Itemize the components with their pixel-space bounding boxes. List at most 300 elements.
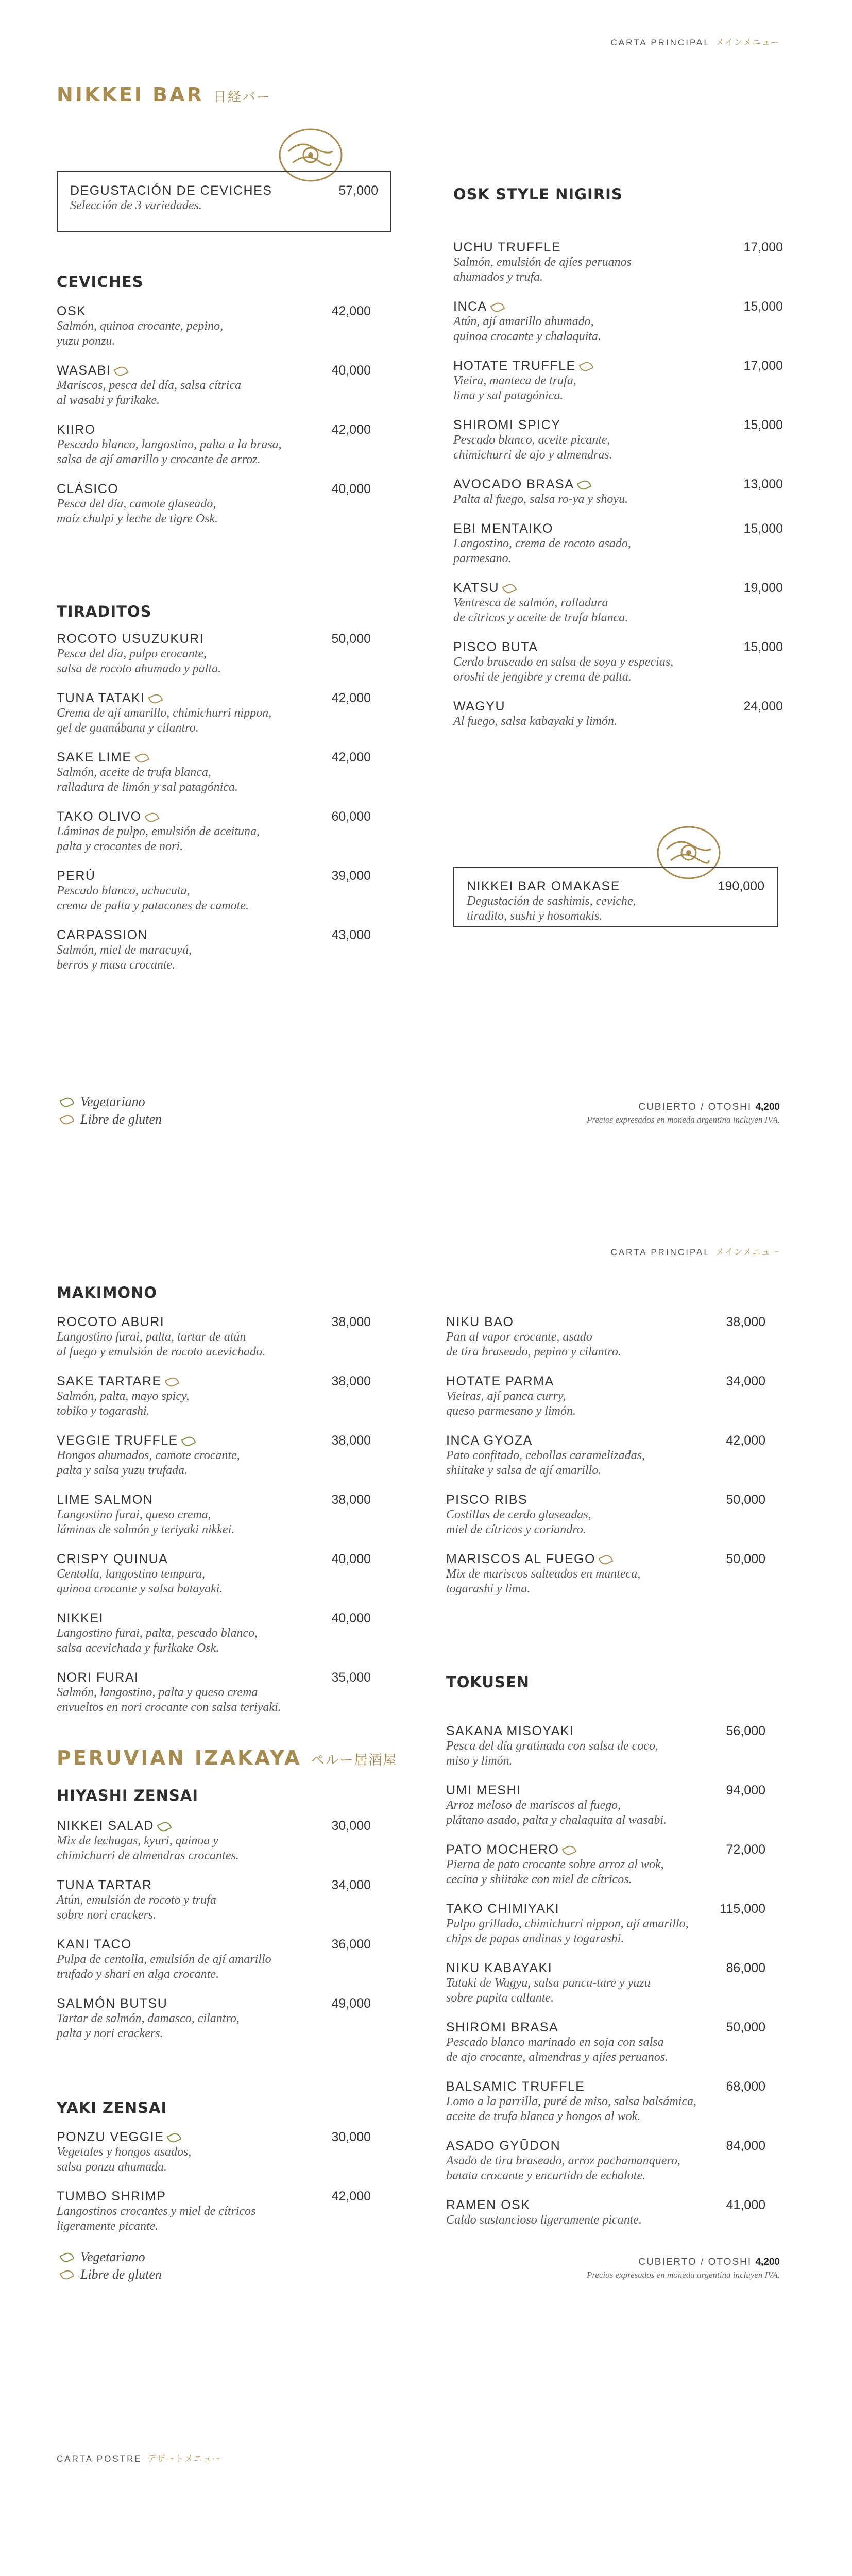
menu-item-name [57, 809, 371, 824]
menu-item-name [57, 1819, 371, 1834]
gluten-free-leaf-icon [490, 301, 505, 314]
section-title-tokusen: TOKUSEN [446, 1673, 530, 1691]
price-note: Precios expresados en moneda argentina incluyen IVA. [587, 1115, 780, 1125]
menu-item-price: 13,000 [743, 477, 783, 492]
nav-label-jp: メインメニュー [715, 1247, 780, 1257]
gluten-free-leaf-icon [114, 365, 129, 378]
menu-item-price: 115,000 [720, 1902, 765, 1916]
cubierto-label: CUBIERTO / OTOSHI [638, 2257, 752, 2267]
menu-page-postre [0, 2427, 852, 2576]
menu-item-name [57, 1996, 371, 2011]
menu-item-desc: Mariscos, pesca del día, salsa cítrica al wasabi y furikake. [57, 379, 241, 407]
menu-item-desc: Tataki de Wagyu, salsa panca-tare y yuzu sobre papita callante. [446, 1976, 651, 2005]
menu-item-price: 42,000 [331, 422, 371, 437]
menu-item-price: 68,000 [726, 2079, 765, 2094]
menu-item-desc: Centolla, langostino tempura, quinoa crocante y salsa batayaki. [57, 1567, 223, 1596]
menu-item-name [446, 2020, 765, 2035]
menu-item-price: 50,000 [331, 632, 371, 646]
menu-item-name [446, 2139, 765, 2154]
menu-item [57, 1996, 371, 2041]
menu-item-desc: Caldo sustancioso ligeramente picante. [446, 2213, 642, 2227]
menu-item-desc: Pesca del día gratinada con salsa de coco, miso y limón. [446, 1739, 658, 1768]
menu-item-name [57, 422, 371, 437]
menu-item-desc: Salmón, emulsión de ajíes peruanos ahumados y trufa. [453, 256, 632, 284]
menu-item-desc: Vieira, manteca de trufa, lima y sal patagónica. [453, 374, 576, 402]
menu-item-price: 35,000 [331, 1670, 371, 1685]
menu-item-name-text: SAKE TARTARE [57, 1374, 162, 1388]
menu-item-desc: Costillas de cerdo glaseadas, miel de cítricos y coriandro. [446, 1508, 591, 1536]
menu-item [57, 691, 371, 736]
menu-item-price: 34,000 [726, 1374, 765, 1388]
menu-item-desc: Salmón, aceite de trufa blanca, ralladura de limón y sal patagónica. [57, 766, 238, 794]
menu-item-desc: Vieiras, ají panca curry, queso parmesano y limón. [446, 1389, 576, 1418]
menu-item-name-text: CARPASSION [57, 928, 148, 942]
menu-item-price: 39,000 [331, 869, 371, 883]
menu-item-price: 38,000 [726, 1315, 765, 1329]
menu-item-name [453, 299, 783, 314]
menu-item-price: 40,000 [331, 1552, 371, 1566]
menu-item [57, 1670, 371, 1715]
menu-item-price: 34,000 [331, 1878, 371, 1892]
menu-item [453, 477, 783, 507]
dietary-legend [57, 1093, 162, 1128]
menu-item-name-text: NIKKEI SALAD [57, 1819, 154, 1833]
menu-item [446, 2079, 765, 2124]
menu-item-price: 42,000 [331, 2189, 371, 2204]
legend-gluten-free: Libre de gluten [80, 1112, 162, 1127]
menu-item-desc: Langostinos crocantes y miel de cítricos ligeramente picante. [57, 2205, 256, 2233]
omakase-box [453, 867, 778, 927]
menu-item-price: 15,000 [743, 299, 783, 314]
menu-item-name-text: KANI TACO [57, 1937, 132, 1952]
menu-item-desc: Mix de lechugas, kyuri, quinoa y chimichurri de almendras crocantes. [57, 1834, 239, 1862]
menu-item-desc: Asado de tira braseado, arroz pachamanquero, batata crocante y encurtido de echalote. [446, 2154, 680, 2182]
tokusen-list [446, 1724, 765, 2242]
menu-item [446, 1961, 765, 2006]
menu-item-name [57, 2130, 371, 2145]
menu-item-name-text: NIKU KABAYAKI [446, 1961, 553, 1975]
cubierto-price: 4,200 [755, 2257, 780, 2267]
menu-item-name-text: TUNA TARTAR [57, 1878, 152, 1892]
menu-item [57, 422, 371, 467]
menu-item-price: 30,000 [331, 1819, 371, 1833]
menu-item-desc: Langostino, crema de rocoto asado, parmesano. [453, 537, 631, 565]
menu-item-name [446, 1374, 765, 1389]
menu-item-name [57, 1878, 371, 1893]
menu-item-name [57, 869, 371, 884]
menu-item [57, 1493, 371, 1537]
menu-item-name-text: TAKO OLIVO [57, 809, 142, 824]
menu-item-desc: Pescado blanco, aceite picante, chimichurri de ajo y almendras. [453, 433, 612, 462]
hiyashi-list [57, 1819, 371, 2056]
nav-label: CARTA PRINCIPAL [610, 1247, 710, 1257]
nav-label: CARTA POSTRE [57, 2454, 142, 2464]
menu-item [57, 1819, 371, 1863]
menu-item-desc: Salmón, miel de maracuyá, berros y masa crocante. [57, 943, 192, 972]
dietary-legend [57, 2248, 162, 2283]
page-header-nav [57, 2451, 221, 2464]
menu-item-name-text: PISCO RIBS [446, 1493, 528, 1507]
menu-item [453, 299, 783, 344]
menu-item-desc: Langostino furai, palta, pescado blanco, salsa acevichada y furikake Osk. [57, 1626, 258, 1655]
menu-item-price: 84,000 [726, 2139, 765, 2153]
vegetarian-leaf-icon [577, 479, 592, 492]
legend-vegetarian: Vegetariano [80, 2249, 145, 2264]
menu-item [57, 2130, 371, 2175]
menu-item [57, 632, 371, 676]
menu-item-desc: Lomo a la parrilla, puré de miso, salsa balsámica, aceite de trufa blanca y hongos al wok. [446, 2095, 697, 2123]
menu-item-price: 56,000 [726, 1724, 765, 1738]
menu-item [57, 928, 371, 973]
menu-item-name [453, 359, 783, 374]
menu-item-name-text: SAKE LIME [57, 750, 132, 765]
menu-item-name-text: WASABI [57, 363, 111, 378]
menu-item-price: 15,000 [743, 418, 783, 432]
section-title-tiraditos: TIRADITOS [57, 603, 152, 620]
menu-item-desc: Pescado blanco, langostino, palta a la brasa, salsa de ají amarillo y crocante de arroz. [57, 438, 282, 466]
menu-item-name-text: UMI MESHI [446, 1783, 521, 1798]
menu-item [446, 1493, 765, 1537]
menu-item-price: 49,000 [331, 1996, 371, 2011]
degustacion-desc: Selección de 3 variedades. [70, 199, 202, 212]
menu-item [446, 2139, 765, 2183]
menu-item-price: 17,000 [743, 359, 783, 373]
menu-item-name-text: TUNA TATAKI [57, 691, 145, 705]
menu-item [57, 304, 371, 349]
menu-item-name-text: PERÚ [57, 869, 96, 883]
menu-item-name-text: ROCOTO USUZUKURI [57, 632, 205, 646]
menu-item-price: 43,000 [331, 928, 371, 942]
page-header-nav [611, 35, 780, 48]
menu-item-name [446, 1724, 765, 1739]
menu-item-price: 42,000 [331, 750, 371, 765]
menu-item-name-text: SAKANA MISOYAKI [446, 1724, 574, 1738]
menu-item-name-text: TAKO CHIMIYAKI [446, 1902, 560, 1916]
menu-item [57, 2189, 371, 2234]
menu-item-price: 40,000 [331, 363, 371, 378]
menu-item-price: 15,000 [743, 640, 783, 654]
menu-item-name-text: NIKU BAO [446, 1315, 514, 1329]
brand-title-jp: 日経バー [213, 90, 271, 105]
menu-page-principal-1 [0, 0, 852, 1226]
menu-item-name-text: RAMEN OSK [446, 2198, 531, 2212]
menu-item-name-text: HOTATE TRUFFLE [453, 359, 576, 373]
menu-item-price: 50,000 [726, 1552, 765, 1566]
menu-item-name-text: INCA [453, 299, 487, 314]
menu-item-price: 40,000 [331, 1611, 371, 1625]
menu-item-desc: Láminas de pulpo, emulsión de aceituna, palta y crocantes de nori. [57, 825, 260, 853]
menu-item-price: 38,000 [331, 1374, 371, 1388]
section-brand-nikkei-bar [57, 83, 271, 106]
menu-item-desc: Vegetales y hongos asados, salsa ponzu ahumada. [57, 2145, 192, 2174]
menu-item-name [453, 640, 783, 655]
menu-item-price: 36,000 [331, 1937, 371, 1952]
menu-item-name [57, 691, 371, 706]
menu-item [57, 482, 371, 527]
yaki-list [57, 2130, 371, 2248]
menu-item-price: 24,000 [743, 699, 783, 714]
menu-item-name-text: KIIRO [57, 422, 96, 437]
menu-item-name-text: ROCOTO ABURI [57, 1315, 165, 1329]
menu-item-price: 60,000 [331, 809, 371, 824]
menu-item-price: 15,000 [743, 521, 783, 536]
menu-item [446, 2020, 765, 2065]
menu-item [446, 1374, 765, 1419]
nav-label: CARTA PRINCIPAL [610, 38, 710, 47]
cubierto-price: 4,200 [755, 1101, 780, 1112]
gluten-free-leaf-icon [144, 811, 159, 824]
menu-item-desc: Tartar de salmón, damasco, cilantro, palta y nori crackers. [57, 2012, 240, 2040]
menu-item [446, 1552, 765, 1597]
menu-item [446, 2198, 765, 2228]
menu-item-name [57, 1315, 371, 1330]
gluten-free-leaf-icon [562, 1844, 577, 1857]
menu-item [57, 1433, 371, 1478]
menu-item-name-text: BALSAMIC TRUFFLE [446, 2079, 585, 2094]
brand-title: PERUVIAN IZAKAYA [57, 1747, 302, 1769]
menu-item [446, 1724, 765, 1769]
brand-title-jp: ペルー居酒屋 [311, 1753, 398, 1768]
menu-item-name [453, 240, 783, 255]
menu-item-name [453, 521, 783, 536]
vegetarian-leaf-icon [181, 1435, 196, 1448]
menu-item-price: 86,000 [726, 1961, 765, 1975]
omakase-price: 190,000 [718, 879, 764, 893]
gluten-free-leaf-icon [502, 582, 517, 596]
menu-item-desc: Palta al fuego, salsa ro-ya y shoyu. [453, 493, 628, 506]
menu-item-price: 50,000 [726, 1493, 765, 1507]
menu-item-price: 19,000 [743, 581, 783, 595]
menu-item-name-text: INCA GYOZA [446, 1433, 533, 1448]
omakase-name: NIKKEI BAR OMAKASE [467, 879, 620, 893]
menu-item [453, 418, 783, 463]
menu-item [446, 1842, 765, 1887]
menu-item [453, 640, 783, 685]
menu-item-desc: Salmón, langostino, palta y queso crema envueltos en nori crocante con salsa teriyaki. [57, 1686, 281, 1714]
menu-item-desc: Arroz meloso de mariscos al fuego, plátano asado, palta y chalaquita al wasabi. [446, 1799, 667, 1827]
menu-item-price: 94,000 [726, 1783, 765, 1798]
menu-item [57, 363, 371, 408]
menu-item-name [446, 1552, 765, 1567]
menu-item [453, 521, 783, 566]
menu-item [57, 1878, 371, 1923]
menu-item-name [57, 2189, 371, 2204]
menu-item-name [446, 2079, 765, 2094]
menu-item [446, 1315, 765, 1360]
menu-item [453, 359, 783, 403]
section-title-yaki-zensai: YAKI ZENSAI [57, 2099, 167, 2116]
vegetarian-leaf-icon [60, 2250, 75, 2264]
menu-item-desc: Langostino furai, palta, tartar de atún al fuego y emulsión de rocoto acevichado. [57, 1330, 265, 1359]
menu-item-desc: Pesca del día, camote glaseado, maíz chulpi y leche de tigre Osk. [57, 497, 218, 526]
menu-item [57, 1937, 371, 1982]
menu-item-name [57, 1433, 371, 1448]
menu-item-name-text: HOTATE PARMA [446, 1374, 554, 1388]
nigiris-list [453, 240, 783, 743]
menu-item-desc: Pescado blanco, uchucuta, crema de palta y patacones de camote. [57, 884, 249, 912]
menu-item-name-text: ASADO GYŪDON [446, 2139, 561, 2153]
menu-item-price: 40,000 [331, 482, 371, 496]
menu-item-name-text: LIME SALMON [57, 1493, 154, 1507]
menu-item-name-text: EBI MENTAIKO [453, 521, 553, 536]
menu-item-name-text: TUMBO SHRIMP [57, 2189, 166, 2204]
section-title-nigiris: OSK STYLE NIGIRIS [453, 185, 623, 203]
menu-item-name [453, 581, 783, 596]
menu-item-desc: Atún, emulsión de rocoto y trufa sobre nori crackers. [57, 1893, 216, 1922]
menu-item [57, 809, 371, 854]
menu-item-name [57, 363, 371, 378]
menu-item-name [57, 304, 371, 319]
page-footer [587, 2257, 780, 2280]
gluten-free-leaf-icon [60, 1113, 75, 1126]
menu-page-principal-2 [0, 1226, 852, 2427]
brand-title: NIKKEI BAR [57, 83, 204, 106]
menu-item [57, 1552, 371, 1597]
menu-item-name [446, 2198, 765, 2213]
menu-item-desc: Langostino furai, queso crema, láminas de salmón y teriyaki nikkei. [57, 1508, 235, 1536]
menu-item-price: 38,000 [331, 1315, 371, 1329]
menu-item-price: 41,000 [726, 2198, 765, 2212]
menu-item-name-text: UCHU TRUFFLE [453, 240, 561, 255]
menu-item-name-text: PATO MOCHERO [446, 1842, 559, 1857]
menu-item-name-text: SHIROMI SPICY [453, 418, 561, 432]
menu-item [57, 1374, 371, 1419]
menu-item-name [57, 1493, 371, 1507]
page-header-nav [611, 1245, 780, 1258]
menu-item-price: 30,000 [331, 2130, 371, 2144]
menu-item-price: 42,000 [726, 1433, 765, 1448]
menu-item [453, 699, 783, 729]
gluten-free-leaf-icon [134, 752, 149, 765]
menu-item-name-text: OSK [57, 304, 87, 318]
menu-item-name-text: AVOCADO BRASA [453, 477, 574, 492]
menu-item-name [446, 1842, 765, 1857]
menu-item-name-text: CLÁSICO [57, 482, 119, 496]
menu-item-desc: Pesca del día, pulpo crocante, salsa de rocoto ahumado y palta. [57, 647, 221, 675]
degustacion-price: 57,000 [338, 183, 378, 198]
menu-item-desc: Crema de ají amarillo, chimichurri nippon, gel de guanábana y cilantro. [57, 706, 272, 735]
menu-item-name-text: NORI FURAI [57, 1670, 139, 1685]
gluten-free-leaf-icon [598, 1553, 613, 1567]
menu-item-name-text: CRISPY QUINUA [57, 1552, 168, 1566]
menu-item-name [446, 1961, 765, 1976]
menu-item-desc: Salmón, palta, mayo spicy, tobiko y togarashi. [57, 1389, 190, 1418]
menu-item [446, 1433, 765, 1478]
omakase-desc: Degustación de sashimis, ceviche, tiradito, sushi y hosomakis. [467, 894, 636, 923]
menu-item [57, 869, 371, 913]
nav-label-jp: デザートメニュー [147, 2454, 221, 2464]
menu-item [57, 1315, 371, 1360]
cubierto-label: CUBIERTO / OTOSHI [638, 1101, 752, 1112]
menu-item-name [57, 1552, 371, 1567]
gluten-free-leaf-icon [148, 692, 163, 706]
menu-item [446, 1902, 765, 1946]
section-title-ceviches: CEVICHES [57, 273, 144, 291]
menu-item-name [453, 418, 783, 433]
menu-item-name-text: WAGYU [453, 699, 506, 714]
legend-vegetarian: Vegetariano [80, 1094, 145, 1109]
menu-item-name-text: MARISCOS AL FUEGO [446, 1552, 595, 1566]
vegetarian-leaf-icon [60, 1095, 75, 1109]
menu-item-price: 38,000 [331, 1493, 371, 1507]
menu-item-name-text: PISCO BUTA [453, 640, 538, 654]
section-brand-peruvian-izakaya [57, 1747, 398, 1769]
gluten-free-leaf-icon [164, 1376, 179, 1389]
price-note: Precios expresados en moneda argentina incluyen IVA. [587, 2270, 780, 2280]
menu-item-name [57, 1670, 371, 1685]
menu-item-price: 42,000 [331, 691, 371, 705]
menu-item-desc: Pan al vapor crocante, asado de tira braseado, pepino y cilantro. [446, 1330, 621, 1359]
menu-item-desc: Cerdo braseado en salsa de soya y especias, oroshi de jengibre y crema de palta. [453, 655, 674, 684]
menu-item-name [57, 482, 371, 497]
menu-item-desc: Pierna de pato crocante sobre arroz al wok, cecina y shiitake con miel de cítricos. [446, 1858, 664, 1886]
menu-item [57, 750, 371, 795]
section-title-hiyashi-zensai: HIYASHI ZENSAI [57, 1787, 198, 1804]
gluten-free-leaf-icon [60, 2268, 75, 2281]
menu-item-name [446, 1493, 765, 1507]
menu-item-name [57, 750, 371, 765]
degustacion-name: DEGUSTACIÓN DE CEVICHES [70, 183, 272, 198]
menu-item-price: 38,000 [331, 1433, 371, 1448]
ceviches-list [57, 304, 371, 541]
menu-item-name [453, 477, 783, 492]
menu-item-name-text: SHIROMI BRASA [446, 2020, 559, 2035]
degustacion-box [57, 171, 391, 232]
menu-item-name [57, 1374, 371, 1389]
menu-item-desc: Al fuego, salsa kabayaki y limón. [453, 715, 617, 728]
menu-item-desc: Pulpo grillado, chimichurri nippon, ají amarillo, chips de papas andinas y togarashi. [446, 1917, 689, 1945]
menu-item-desc: Pato confitado, cebollas caramelizadas, shiitake y salsa de ají amarillo. [446, 1449, 645, 1477]
menu-item-name [446, 1315, 765, 1330]
menu-item-desc: Salmón, quinoa crocante, pepino, yuzu ponzu. [57, 319, 224, 348]
menu-item-price: 50,000 [726, 2020, 765, 2035]
menu-item-desc: Mix de mariscos salteados en manteca, togarashi y lima. [446, 1567, 641, 1596]
menu-item-name [446, 1433, 765, 1448]
section-title-makimono: MAKIMONO [57, 1284, 157, 1301]
menu-item-name [57, 1611, 371, 1626]
legend-gluten-free: Libre de gluten [80, 2267, 162, 2282]
menu-item-name-text: KATSU [453, 581, 499, 595]
menu-item-desc: Hongos ahumados, camote crocante, palta y salsa yuzu trufada. [57, 1449, 240, 1477]
menu-item-name [57, 632, 371, 647]
menu-item [57, 1611, 371, 1656]
tiraditos-list [57, 632, 371, 987]
nav-label-jp: メインメニュー [715, 38, 780, 47]
menu-item [453, 581, 783, 625]
menu-item-name-text: NIKKEI [57, 1611, 104, 1625]
menu-item-name-text: PONZU VEGGIE [57, 2130, 164, 2144]
menu-item-desc: Pulpa de centolla, emulsión de ají amarillo trufado y shari en alga crocante. [57, 1953, 271, 1981]
menu-item-desc: Atún, ají amarillo ahumado, quinoa crocante y chalaquita. [453, 315, 602, 343]
menu-item [446, 1783, 765, 1828]
menu-item [453, 240, 783, 285]
menu-item-name [446, 1902, 765, 1917]
menu-item-name [453, 699, 783, 714]
menu-item-name-text: VEGGIE TRUFFLE [57, 1433, 178, 1448]
menu-item-price: 72,000 [726, 1842, 765, 1857]
vegetarian-leaf-icon [157, 1820, 172, 1834]
menu-item-desc: Pescado blanco marinado en soja con salsa de ajo crocante, almendras y ajíes peruanos. [446, 2036, 669, 2064]
menu-item-name [446, 1783, 765, 1798]
menu-item-name [57, 1937, 371, 1952]
menu-item-price: 42,000 [331, 304, 371, 318]
menu-item-name-text: SALMÓN BUTSU [57, 1996, 168, 2011]
vegetarian-leaf-icon [167, 2131, 182, 2145]
menu-item-desc: Ventresca de salmón, ralladura de cítricos y aceite de trufa blanca. [453, 596, 628, 624]
makimono-right-list [446, 1315, 765, 1611]
makimono-left-list [57, 1315, 371, 1730]
page-footer [587, 1101, 780, 1125]
